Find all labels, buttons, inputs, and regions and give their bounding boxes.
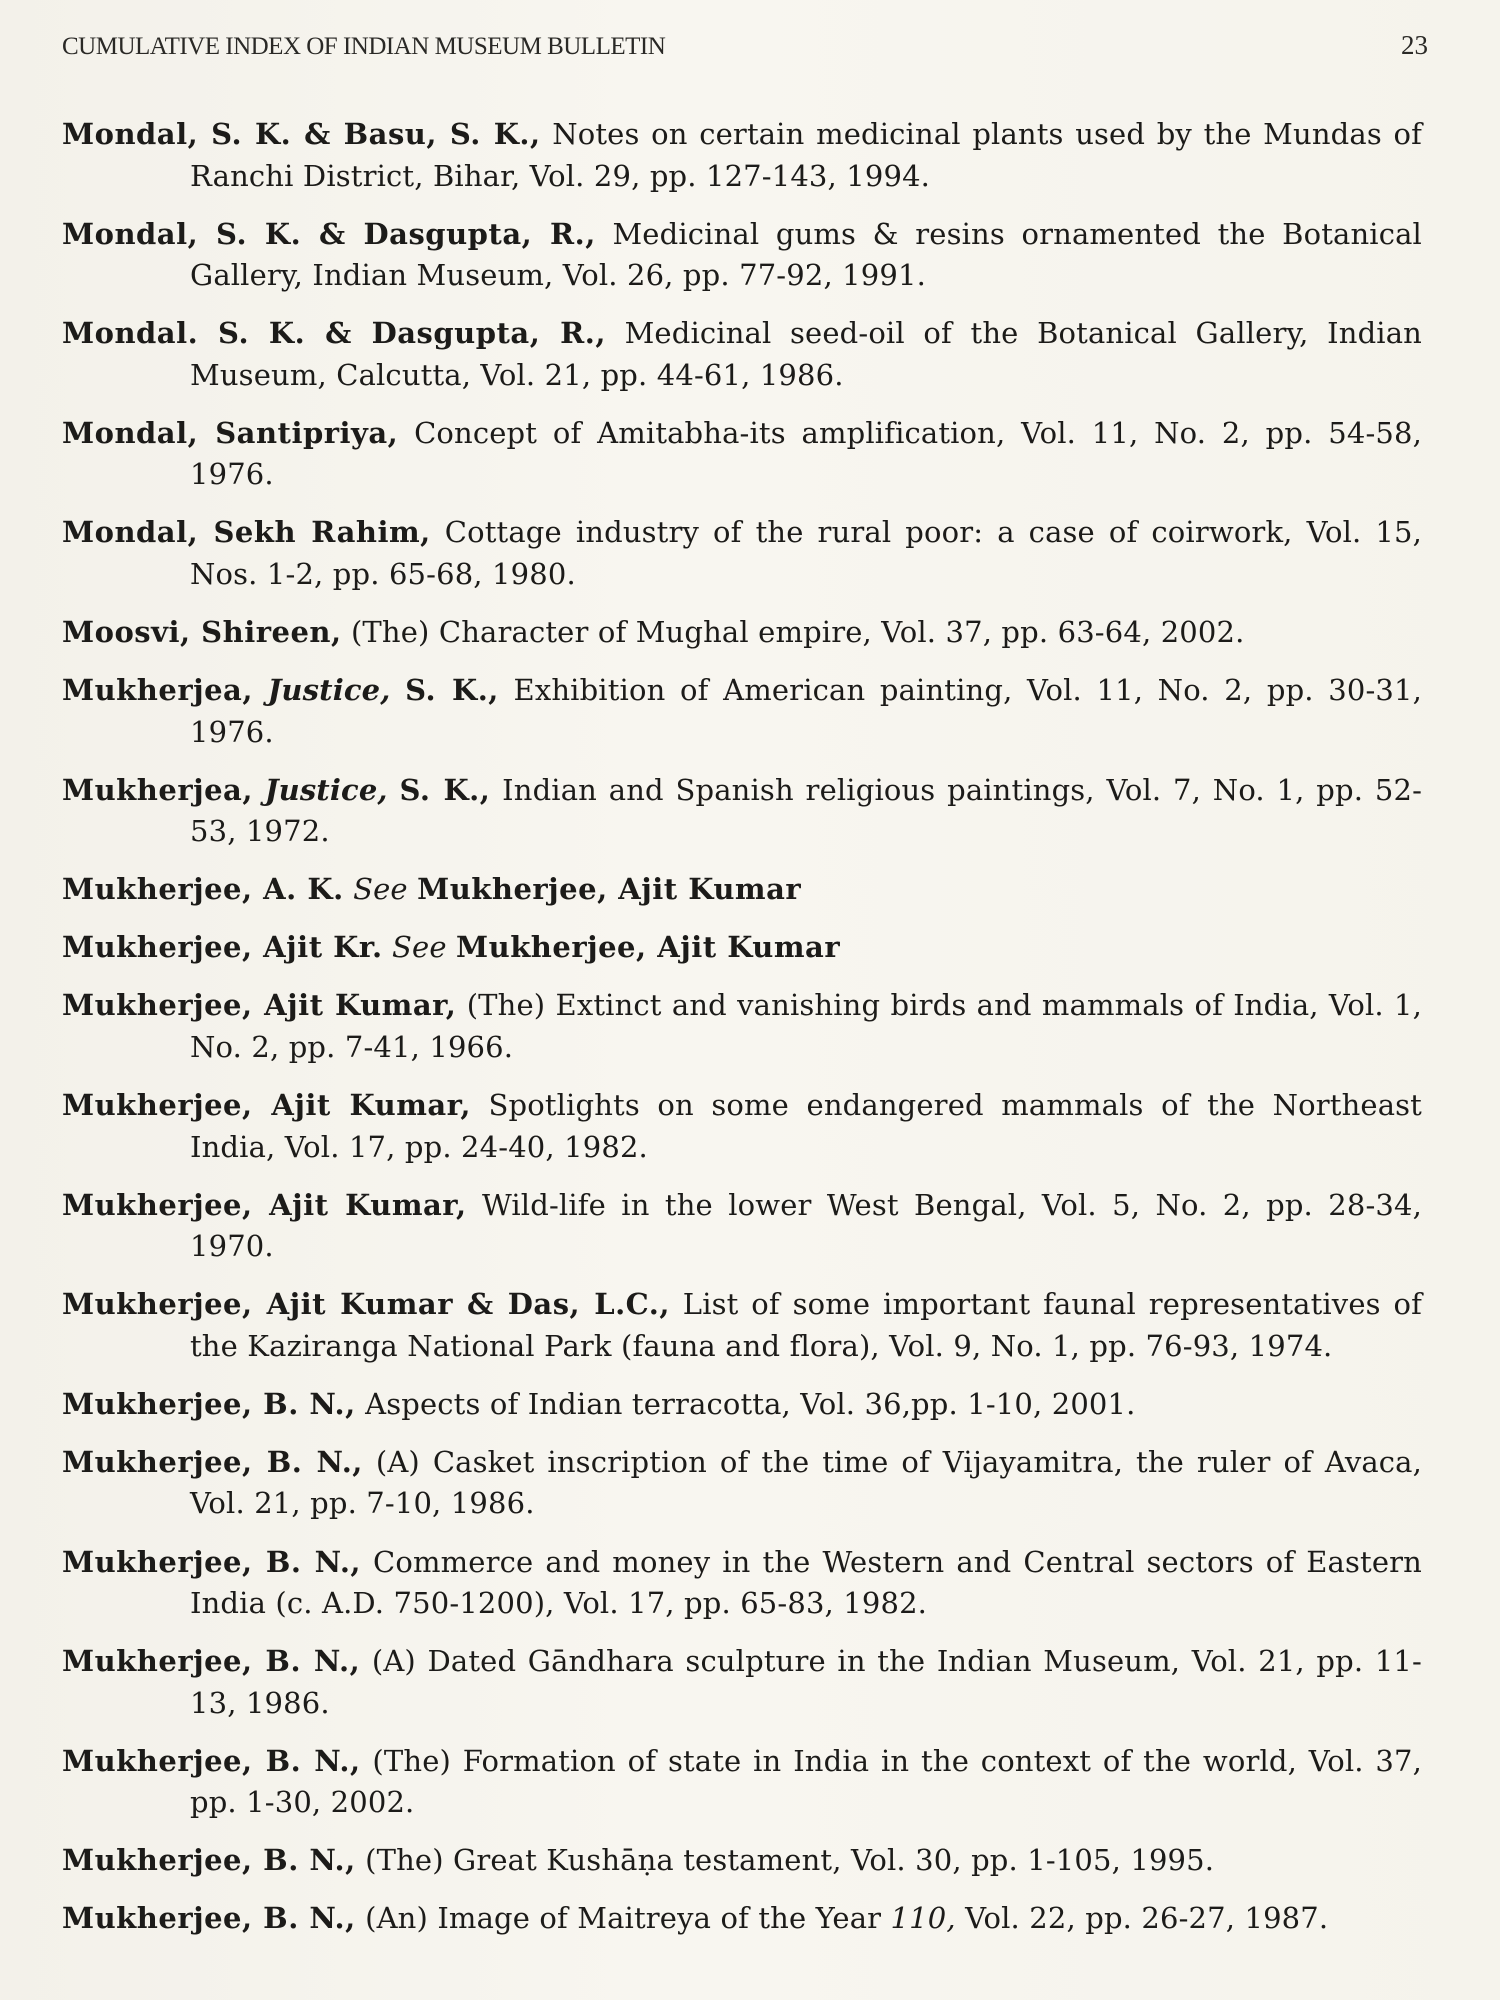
running-header: [62, 26, 1428, 70]
see-reference-label: See: [391, 930, 447, 965]
index-cross-reference: [62, 927, 1422, 969]
entry-citation: (The) Extinct and vanishing birds and mammals of India, Vol. 1, No. 2, pp. 7-41, 1966.: [190, 988, 1422, 1064]
entry-author: Mukherjee, B. N.,: [62, 1544, 362, 1579]
entry-citation: Medicinal gums & resins ornamented the Botanical Gallery, Indian Museum, Vol. 26, pp. 77-92, 1991.: [190, 216, 1422, 293]
entry-author-initials: S. K.,: [405, 673, 499, 708]
entry-author: Mondal, Sekh Rahim,: [62, 515, 431, 550]
entry-author: Mondal. S. K. & Dasgupta, R.,: [62, 316, 606, 351]
index-entry: [62, 1641, 1422, 1724]
index-entry: [62, 670, 1422, 753]
index-entry: [62, 114, 1422, 197]
entry-citation-start: (An) Image of Maitreya of the Year: [365, 1901, 882, 1936]
entry-citation: Aspects of Indian terracotta, Vol. 36,pp. 1-10, 2001.: [365, 1386, 1136, 1421]
index-entry: [62, 214, 1422, 297]
see-reference-label: See: [353, 872, 408, 907]
index-entry: [62, 985, 1422, 1068]
index-entry: [62, 770, 1422, 853]
entry-author-initials: S. K.,: [399, 772, 491, 807]
entry-citation: Wild-life in the lower West Bengal, Vol. 5, No. 2, pp. 28-34, 1970.: [190, 1187, 1423, 1264]
entry-citation: Indian and Spanish religious paintings, Vol. 7, No. 1, pp. 52-53, 1972.: [190, 772, 1423, 849]
entry-citation: Exhibition of American painting, Vol. 11, No. 2, pp. 30-31, 1976.: [190, 673, 1423, 749]
entry-citation: Concept of Amitabha-its amplification, Vol. 11, No. 2, pp. 54-58, 1976.: [190, 415, 1422, 492]
entry-citation: Medicinal seed-oil of the Botanical Gallery, Indian Museum, Calcutta, Vol. 21, pp. 44-61, 1986.: [190, 316, 1422, 392]
index-entry: [62, 413, 1422, 496]
see-reference-target: Mukherjee, Ajit Kumar: [456, 930, 841, 965]
index-entry: [62, 313, 1422, 396]
entry-author: Mukherjee, B. N.,: [62, 1743, 361, 1778]
entry-author: Mukherjee, B. N.,: [62, 1901, 356, 1936]
index-entry-list: [62, 114, 1422, 1940]
index-cross-reference: [62, 869, 1422, 911]
entry-author: Mondal, Santipriya,: [62, 415, 399, 450]
entry-author: Mukherjee, Ajit Kumar & Das, L.C.,: [62, 1287, 670, 1322]
entry-citation: (A) Casket inscription of the time of Vijayamitra, the ruler of Avaca, Vol. 21, pp. 7-10, 1986.: [190, 1444, 1422, 1521]
see-reference-target: Mukherjee, Ajit Kumar: [417, 872, 802, 907]
entry-citation: Spotlights on some endangered mammals of the Northeast India, Vol. 17, pp. 24-40, 1982.: [190, 1088, 1422, 1164]
index-entry: [62, 1898, 1422, 1940]
entry-author: Moosvi, Shireen,: [62, 614, 342, 649]
entry-citation: (The) Formation of state in India in the context of the world, Vol. 37, pp. 1-30, 2002.: [190, 1743, 1423, 1820]
entry-citation: Cottage industry of the rural poor: a case of coirwork, Vol. 15, Nos. 1-2, pp. 65-68, 1980.: [190, 515, 1423, 591]
entry-citation: Notes on certain medicinal plants used by the Mundas of Ranchi District, Bihar, Vol. 29, pp. 127-143, 1994.: [190, 117, 1422, 193]
page-number: 23: [1401, 30, 1428, 60]
index-entry: [62, 1384, 1422, 1426]
entry-author: Mukherjee, B. N.,: [62, 1444, 363, 1479]
index-entry: [62, 612, 1422, 654]
index-entry: [62, 1284, 1422, 1367]
entry-author: Mukherjee, Ajit Kumar,: [62, 1187, 467, 1222]
entry-author: Mukherjee, Ajit Kumar,: [62, 988, 457, 1023]
entry-citation: (The) Character of Mughal empire, Vol. 37, pp. 63-64, 2002.: [350, 614, 1245, 649]
entry-author-surname: Mukherjea,: [62, 673, 253, 708]
index-entry: [62, 1442, 1422, 1525]
entry-author-title: Justice,: [264, 772, 388, 807]
entry-citation-italic-year: 110,: [890, 1901, 956, 1936]
entry-citation: Commerce and money in the Western and Central sectors of Eastern India (c. A.D. 750-1200), Vol. 17, pp. 65-83, 1982.: [190, 1544, 1422, 1620]
index-entry: [62, 512, 1422, 595]
entry-author: Mondal, S. K. & Dasgupta, R.,: [62, 216, 596, 251]
entry-citation-end: Vol. 22, pp. 26-27, 1987.: [965, 1901, 1329, 1936]
index-entry: [62, 1840, 1422, 1882]
running-title: CUMULATIVE INDEX OF INDIAN MUSEUM BULLETIN: [62, 33, 666, 60]
index-entry: [62, 1542, 1422, 1625]
entry-citation: List of some important faunal representatives of the Kaziranga National Park (fauna and flora), Vol. 9, No. 1, pp. 76-93, 1974.: [190, 1287, 1422, 1363]
index-entry: [62, 1741, 1422, 1824]
entry-citation: (A) Dated Gāndhara sculpture in the Indian Museum, Vol. 21, pp. 11-13, 1986.: [190, 1644, 1422, 1720]
entry-author: Mukherjee, Ajit Kr.: [62, 930, 383, 965]
entry-author: Mukherjee, Ajit Kumar,: [62, 1088, 471, 1123]
entry-author: Mukherjee, B. N.,: [62, 1386, 356, 1421]
entry-author: Mukherjee, B. N.,: [62, 1644, 361, 1679]
index-entry: [62, 1185, 1422, 1268]
entry-author: Mondal, S. K. & Basu, S. K.,: [62, 117, 541, 151]
entry-citation: (The) Great Kushāṇa testament, Vol. 30, pp. 1-105, 1995.: [365, 1843, 1215, 1878]
entry-author-title: Justice,: [267, 673, 391, 708]
index-entry: [62, 1085, 1422, 1168]
entry-author-surname: Mukherjea,: [62, 772, 253, 807]
entry-author: Mukherjee, B. N.,: [62, 1843, 356, 1878]
entry-author: Mukherjee, A. K.: [62, 872, 344, 907]
